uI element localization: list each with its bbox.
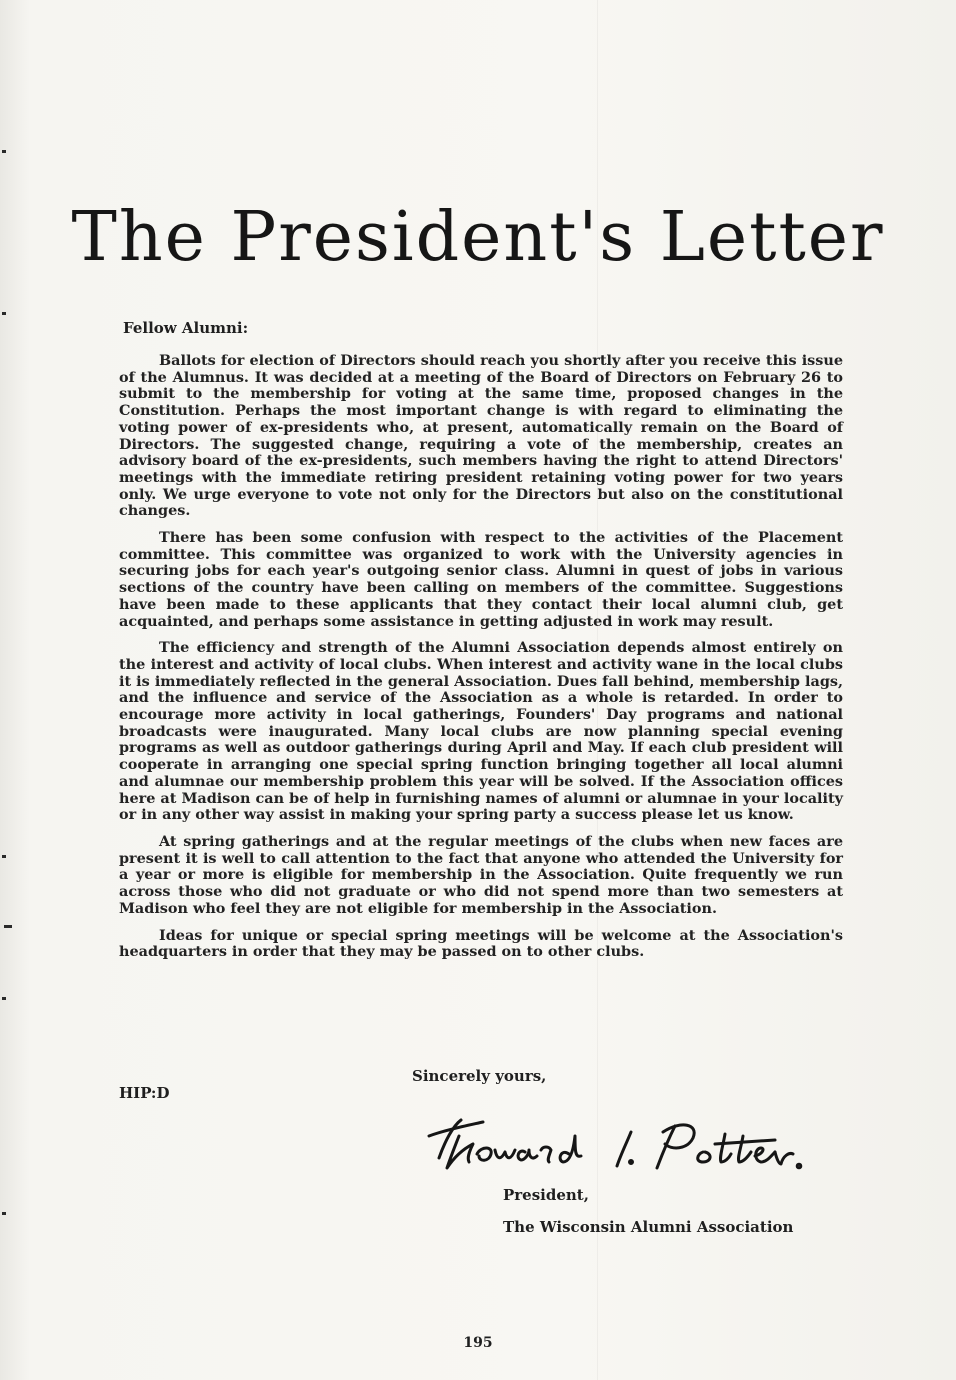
paragraph: There has been some confusion with respect to the activities of the Placement committee. This committee was organized to work with the University agencies in securing jobs for each year's outgoing senior class. Alumni in quest of jobs in various sections of the country have been calling on members of the committee. Suggestions have been made to these applicants that they contact their local alumni club, get acquainted, and perhaps some assistance in getting adjusted in work may result. [119,529,843,630]
handwritten-signature [425,1106,845,1196]
organization-name: The Wisconsin Alumni Association [503,1218,794,1236]
page-number: 195 [463,1335,493,1351]
paragraph: The efficiency and strength of the Alumni Association depends almost entirely on the interest and activity of local clubs. When interest and activity wane in the local clubs it is immediately reflected in the general Association. Dues fall behind, membership lags, and the influence and service of the Association as a whole is retarded. In order to encourage more activity in local gatherings, Founders' Day programs and national broadcasts were inaugurated. Many local clubs are now planning special evening programs as well as outdoor gatherings during April and May. If each club president will cooperate in arranging one special spring function bringing together all local alumni and alumnae our membership problem this year will be solved. If the Association offices here at Madison can be of help in furnishing names of alumni or alumnae in your locality or in any other way assist in making your spring party a success please let us know. [119,639,843,824]
binding-mark [2,312,6,315]
binding-mark [4,925,12,928]
binding-mark [2,1212,6,1215]
signatory-title: President, [503,1186,589,1204]
reference-initials: HIP:D [119,1084,170,1102]
closing: Sincerely yours, [412,1067,547,1085]
paragraph: Ballots for election of Directors should reach you shortly after you receive this issue of the Alumnus. It was decided at a meeting of the Board of Directors on February 26 to submit to the membership for voting at the same time, proposed changes in the Constitution. Perhaps the most important change is with regard to eliminating the voting power of ex-presidents who, at present, automatically remain on the Board of Directors. The suggested change, requiring a vote of the membership, creates an advisory board of the ex-presidents, such members having the right to attend Directors' meetings with the immediate retiring president retaining voting power for two years only. We urge everyone to vote not only for the Directors but also on the constitutional changes. [119,352,843,520]
salutation: Fellow Alumni: [123,319,249,337]
letter-body [119,353,843,971]
page-title: The President's Letter [71,198,885,277]
binding-mark [2,997,6,1000]
paragraph: Ideas for unique or special spring meetings will be welcome at the Association's headquarters in order that they may be passed on to other clubs. [119,926,843,961]
paragraph: At spring gatherings and at the regular meetings of the clubs when new faces are present it is well to call attention to the fact that anyone who attended the University for a year or more is eligible for membership in the Association. Quite frequently we run across those who did not graduate or who did not spend more than two semesters at Madison who feel they are not eligible for membership in the Association. [119,832,843,917]
binding-mark [2,855,6,858]
binding-mark [2,150,6,153]
